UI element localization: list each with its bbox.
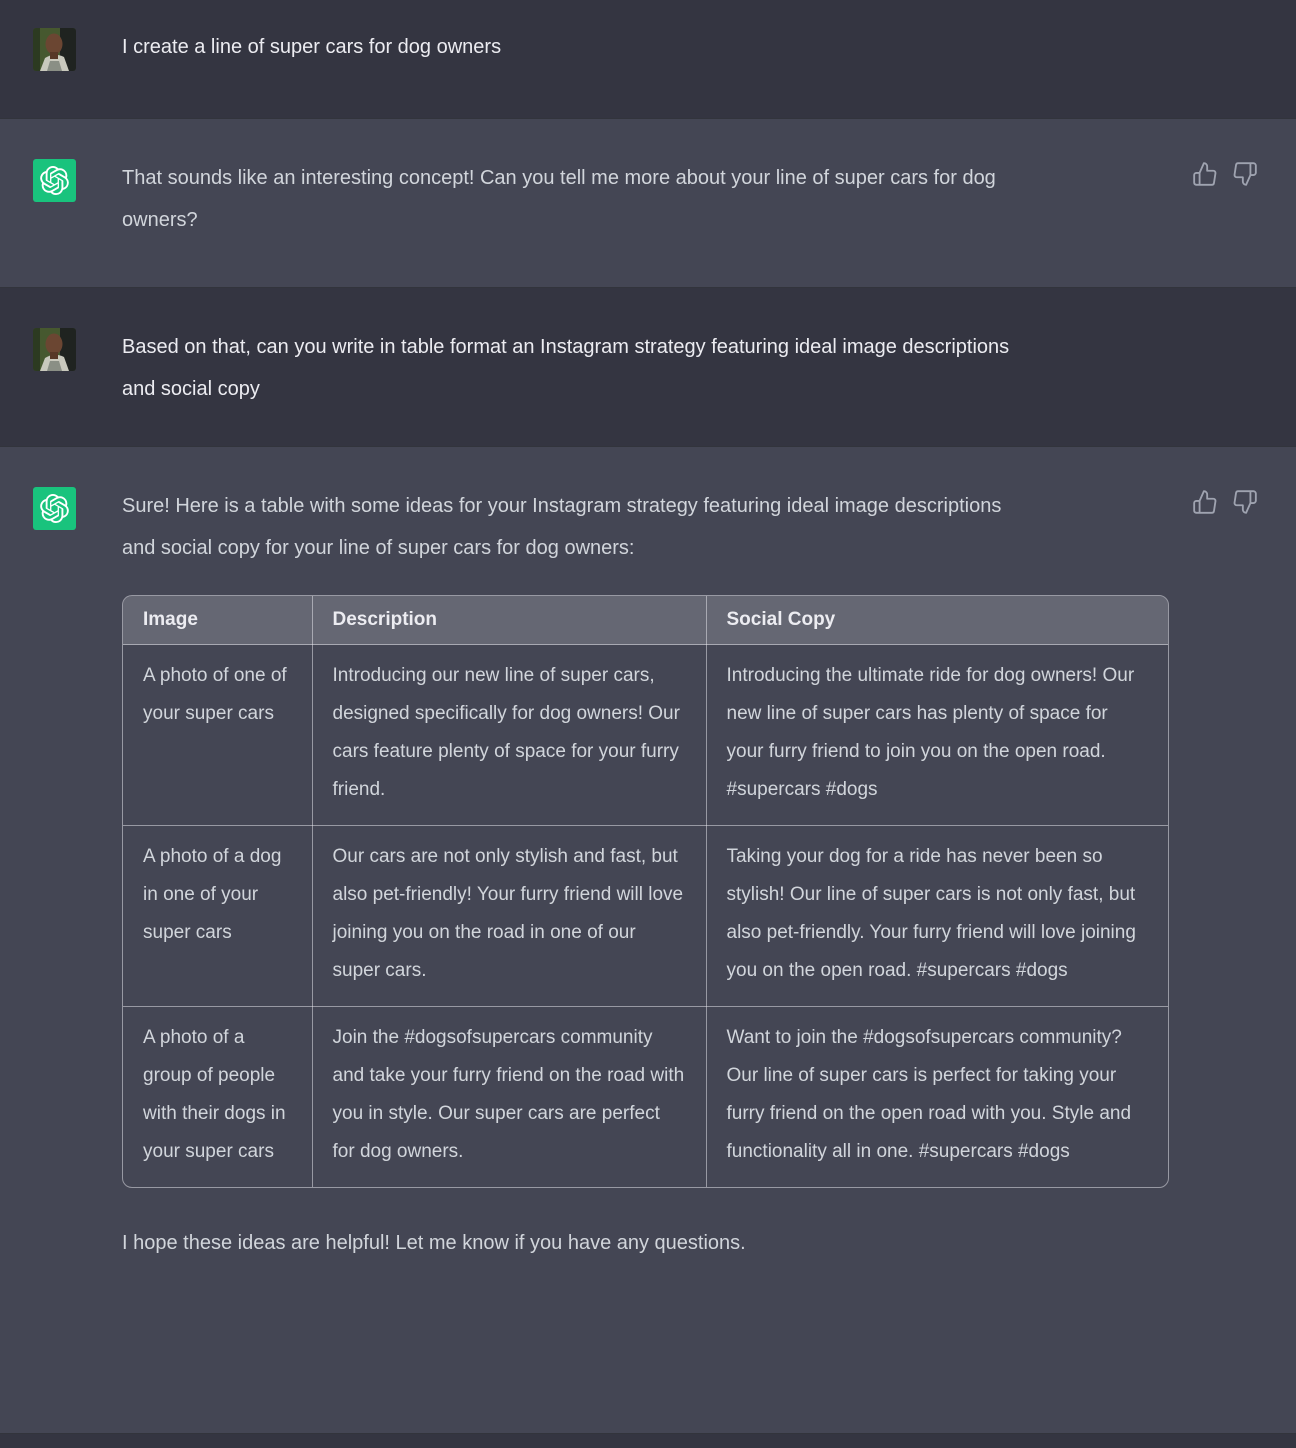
message-content (122, 326, 1258, 410)
cell-image-1: A photo of one of your super cars (123, 645, 312, 826)
cell-description-2: Our cars are not only stylish and fast, but also pet-friendly! Your furry friend will love joining you on the road in one of our super cars. (312, 826, 706, 1007)
openai-logo-icon (40, 494, 69, 523)
column-header-image: Image (123, 596, 312, 645)
message-user-2 (0, 288, 1296, 446)
table-header-row (123, 596, 1168, 645)
next-message-edge (0, 1434, 1296, 1448)
message-text: I create a line of super cars for dog owners (122, 36, 502, 58)
message-assistant-1 (0, 118, 1296, 288)
message-content (122, 485, 1192, 1264)
cell-description-3: Join the #dogsofsupercars community and take your furry friend on the road with you in style. Our super cars are perfect for dog owners. (312, 1007, 706, 1188)
message-text: That sounds like an interesting concept! Can you tell me more about your line of super cars for dog owners? (122, 167, 996, 231)
message-content (122, 157, 1192, 241)
cell-social-copy-3: Want to join the #dogsofsupercars community? Our line of super cars is perfect for taking your furry friend on the open road with you. Style and functionality all in one. #supercars #dogs (726, 1027, 1132, 1162)
strategy-table (123, 596, 1168, 1187)
cell-social-copy-2: Taking your dog for a ride has never been so stylish! Our line of super cars is not only fast, but also pet-friendly. Your furry friend will love joining you on the open road. #supercars #dogs (706, 826, 1168, 1007)
openai-logo-icon (40, 166, 69, 195)
thumbs-down-button[interactable] (1232, 489, 1258, 515)
table-row (123, 1007, 1168, 1188)
table-row (123, 645, 1168, 826)
thumbs-up-button[interactable] (1192, 489, 1218, 515)
table-row (123, 826, 1168, 1007)
thumbs-up-button[interactable] (1192, 161, 1218, 187)
column-header-social-copy: Social Copy (706, 596, 1168, 645)
user-photo-avatar (33, 328, 76, 371)
thumbs-up-icon (1192, 161, 1218, 187)
instagram-strategy-table (122, 595, 1169, 1188)
column-header-description: Description (312, 596, 706, 645)
chatgpt-avatar (33, 487, 76, 530)
message-outro-text: I hope these ideas are helpful! Let me know if you have any questions. (122, 1232, 746, 1254)
message-intro-text: Sure! Here is a table with some ideas for your Instagram strategy featuring ideal image descriptions and social copy for your line of super cars for dog owners: (122, 495, 1002, 559)
feedback-actions (1192, 157, 1258, 187)
thumbs-down-icon (1232, 161, 1258, 187)
thumbs-up-icon (1192, 489, 1218, 515)
cell-description-1: Introducing our new line of super cars, designed specifically for dog owners! Our cars feature plenty of space for your furry friend. (312, 645, 706, 826)
message-content (122, 26, 1258, 68)
user-avatar (33, 328, 76, 371)
feedback-actions (1192, 485, 1258, 515)
thumbs-down-icon (1232, 489, 1258, 515)
cell-image-2: A photo of a dog in one of your super cars (123, 826, 312, 1007)
cell-social-copy-1: Introducing the ultimate ride for dog owners! Our new line of super cars has plenty of space for your furry friend to join you on the open road. #supercars #dogs (706, 645, 1168, 826)
message-user-1 (0, 0, 1296, 118)
message-text: Based on that, can you write in table format an Instagram strategy featuring ideal image descriptions and social copy (122, 336, 1010, 400)
message-assistant-2 (0, 446, 1296, 1434)
user-avatar (33, 28, 76, 71)
chatgpt-avatar (33, 159, 76, 202)
user-photo-avatar (33, 28, 76, 71)
cell-image-3: A photo of a group of people with their dogs in your super cars (123, 1007, 312, 1188)
thumbs-down-button[interactable] (1232, 161, 1258, 187)
